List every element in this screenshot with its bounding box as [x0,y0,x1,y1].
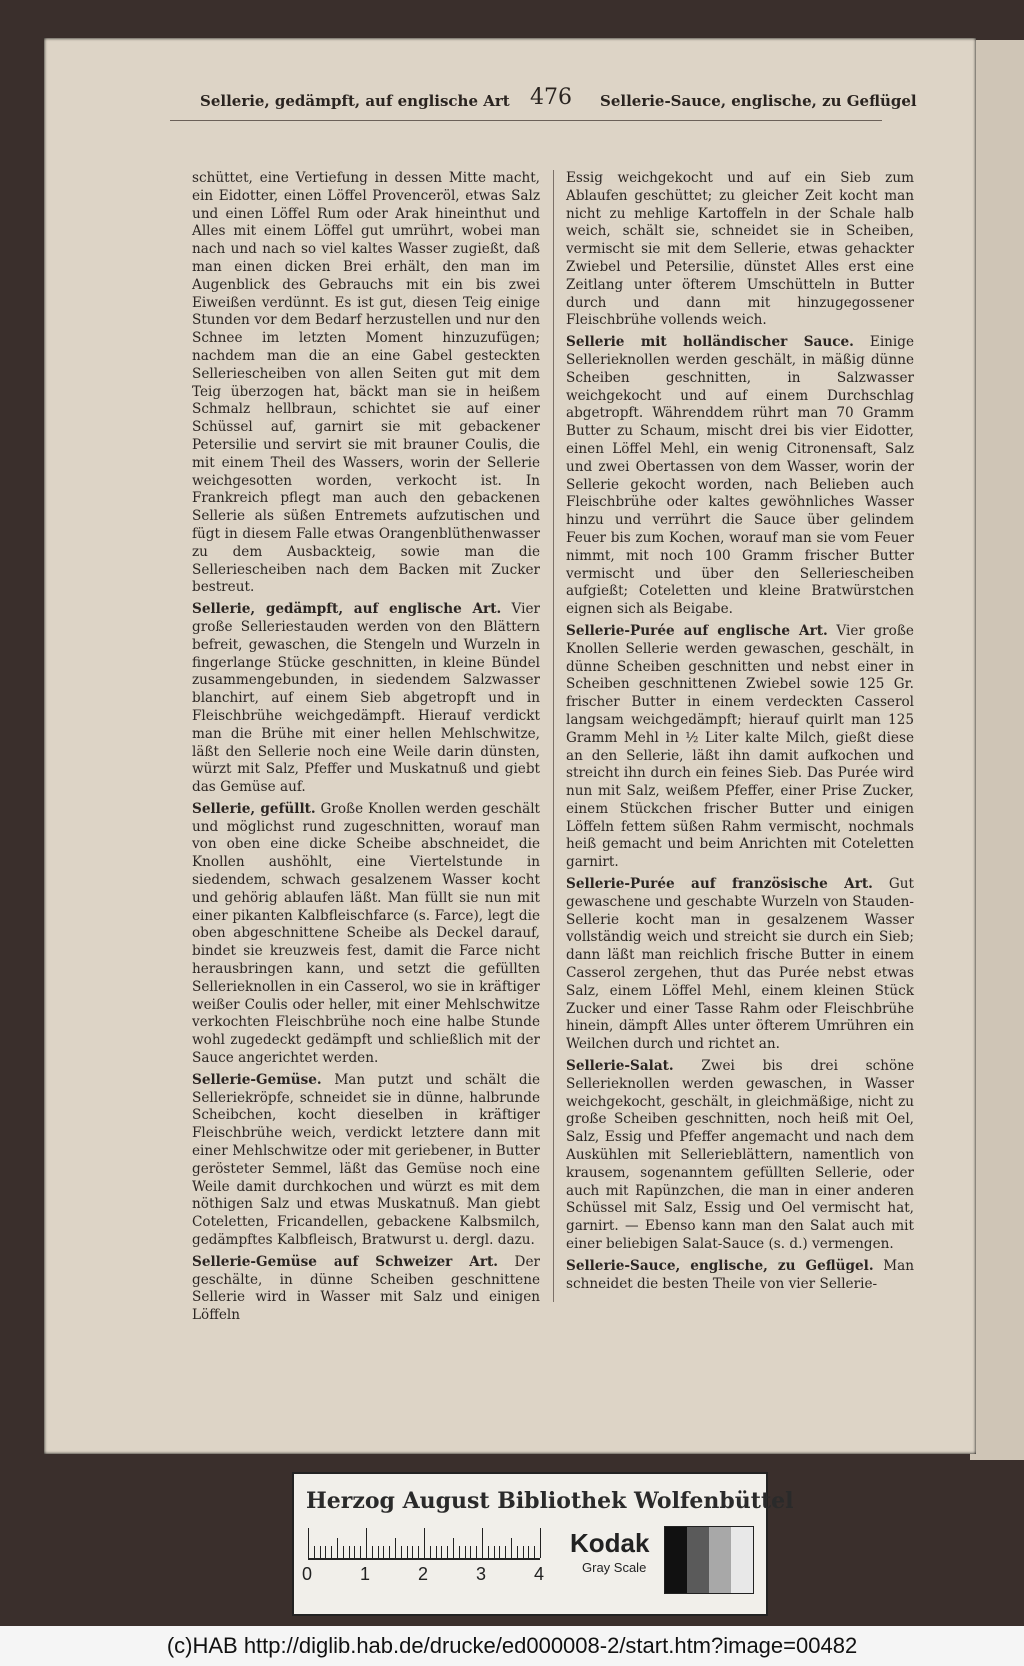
scale-number: 3 [476,1564,487,1584]
adjacent-page-edge [970,40,1024,1460]
ruler-tick [407,1546,408,1558]
paragraph [192,601,540,797]
copyright-footer: (c)HAB http://diglib.hab.de/drucke/ed000008-2/start.htm?image=00482 [0,1626,1024,1666]
scale-number: 0 [302,1564,313,1584]
color-target-card [292,1472,794,1616]
ruler-tick [349,1546,350,1558]
ruler-tick [517,1546,518,1558]
paragraph-text: Zwei bis drei schöne Sellerieknollen werden gewaschen, in Wasser weichgekocht, geschält, in gleichmäßige, nicht zu große Scheiben geschnitten, noch heiß mit Oel, Salz, Essig und Pfeffer angemacht und nach dem Auskühlen mit Sellerieblättern, namentlich von krausem, sogenanntem gefüllten Sellerie, oder auch mit Rapünzchen, die man in einer anderen Schüssel mit Salz, Essig und Oel vermischt hat, garnirt. — Ebenso kann man den Salat auch mit einer beliebigen Salat-Sauce (s. d.) vermengen. [566,1058,914,1253]
gray-scale-label: Gray Scale [582,1560,647,1575]
ruler-tick [395,1538,396,1558]
ruler-tick [378,1546,379,1558]
scale-ruler [308,1528,540,1560]
paragraph-text: Vier große Knollen Sellerie werden gewaschen, geschält, in dünne Scheiben geschnitten und nebst einer in Scheiben geschnittenen Zwiebel sowie 125 Gr. frischer Butter in einem verdeckten Casserol langsam weichgedämpft; hierauf quirlt man 125 Gramm Mehl in ½ Liter kalte Milch, gießt diese an den Sellerie, läßt ihn damit aufkochen und streicht ihn durch ein feines Sieb. Das Purée wird nun mit Salz, weißem Pfeffer, einer Prise Zucker, einem Stückchen frischer Butter und einigen Löffeln fettem süßen Rahm vermischt, nochmals heiß gemacht und beim Anrichten mit Coteletten garnirt. [566,622,914,871]
recipe-heading: Sellerie-Purée auf englische Art. [566,622,828,639]
running-header [170,82,917,122]
header-left-title: Sellerie, gedämpft, auf englische Art [200,92,510,110]
ruler-tick [494,1546,495,1558]
paragraph-text: Einige Sellerieknollen werden geschält, in mäßig dünne Scheiben geschnitten, in Salzwasser weichgekocht und auf einem Durchschlag abgetropft. Währenddem rührt man 70 Gramm Butter zu Schaum, mischt drei bis vier Eidotter, einen Löffel Mehl, ein wenig Citronensaft, Salz und zwei Obertassen von dem Wasser, worin der Sellerie gekocht worden, nach Belieben auch Fleischbrühe oder kaltes gewöhnliches Wasser hinzu und verrührt die Sauce über gelindem Feuer bis zum Kochen, worauf man sie vom Feuer nimmt, mit noch 100 Gramm frischer Butter vermischt und über den Selleriescheiben aufgießt; Coteletten und kleine Bratwürstchen eignen sich als Beigabe. [566,334,915,618]
recipe-heading: Sellerie-Purée auf französische Art. [566,876,873,893]
ruler-tick [488,1546,489,1558]
ruler-tick [511,1538,512,1558]
gray-swatch [687,1527,709,1593]
ruler-tick [534,1546,535,1558]
paragraph-text: Gut gewaschene und geschabte Wurzeln von Stauden-Sellerie kocht man in gesalzenem Wasser vollständig weich und streicht sie durch ein Sieb; dann läßt man reichlich frische Butter in einem Casserol zergehen, thut das Purée nebst etwas Salz, einem Löffel Mehl, einem kleinen Stück Zucker und einer Tasse Rahm oder Fleischbrühe hinein, dämpft Alles unter öfterem Umrühren ein Weilchen durch und richtet an. [566,876,914,1053]
ruler-tick [360,1546,361,1558]
paragraph-text: Man putzt und schält die Selleriekröpfe, schneidet sie in dünne, halbrunde Scheibchen, kocht dieselben in kräftiger Fleischbrühe weich, verdickt letztere dann mit einer Mehlschwitze oder mit geriebener, in Butter gerösteter Semmel, läßt das Gemüse noch eine Weile damit durchkochen und würzt es mit dem nöthigen Salz und etwas Muskatnuß. Man giebt Coteletten, Fricandellen, gebackene Kalbsmilch, gedämpftes Kalbfleisch, Bratwurst u. dergl. dazu. [192,1071,540,1249]
paragraph [566,1258,914,1294]
column-divider [553,170,554,1302]
ruler-tick [366,1528,367,1558]
ruler-tick [459,1546,460,1558]
recipe-heading: Sellerie, gedämpft, auf englische Art. [192,601,502,618]
recipe-heading: Sellerie-Sauce, englische, zu Geflügel. [566,1257,874,1274]
ruler-tick [325,1546,326,1558]
recipe-heading: Sellerie, gefüllt. [192,800,316,817]
right-column [566,170,914,1297]
recipe-heading: Sellerie-Gemüse. [192,1071,322,1088]
paragraph-text: Essig weichgekocht und auf ein Sieb zum Ablaufen geschüttet; zu gleicher Zeit kocht man nicht zu mehlige Kartoffeln in der Schale halb weich, schält sie, schneidet sie in Scheiben, vermischt sie mit dem Sellerie, etwas gehackter Zwiebel und Petersilie, dünstet Alles erst eine Zeitlang unter öfterem Umschütteln in Butter durch und dann mit hinzugegossener Fleischbrühe vollends weich. [566,170,914,329]
paragraph-text: schüttet, eine Vertiefung in dessen Mitte macht, ein Eidotter, einen Löffel Provenceröl, etwas Salz und einen Löffel Rum oder Arak hineinthut und Alles mit einem Löffel gut umrührt, wobei man nach und nach so viel kaltes Wasser zugießt, daß man einen dicken Brei erhält, den man im Augenblick des Gebrauchs mit ein bis zwei Eiweißen verdünnt. Es ist gut, diesen Teig einige Stunden vor dem Bedarf herzustellen und nur den Schnee im letzten Moment hinzuzufügen; nachdem man die an eine Gabel gesteckten Selleriescheiben von allen Seiten gut mit dem Teig überzogen hat, bäckt man sie in heißem Schmalz hellbraun, schichtet sie auf einer Schüssel auf, garnirt sie mit gebackener Petersilie und servirt sie mit brauner Coulis, die mit einem Theil des Wassers, worin der Sellerie weichgesotten worden, verkocht ist. In Frankreich pflegt man auch den gebackenen Sellerie als süßen Entremets aufzutischen und fügt in diesem Falle etwas Orangenblüthenwasser zu dem Ausbackteig, sowie man die Selleriescheiben nach dem Backen mit Zucker bestreut. [192,170,540,596]
ruler-tick [505,1546,506,1558]
paragraph [192,1072,540,1250]
page-number: 476 [530,85,572,110]
scale-number: 1 [360,1564,371,1584]
ruler-tick [465,1546,466,1558]
scale-number: 2 [418,1564,429,1584]
ruler-tick [476,1546,477,1558]
ruler-tick [412,1546,413,1558]
ruler-tick [354,1546,355,1558]
ruler-tick [308,1528,309,1558]
paragraph-text: Vier große Selleriestauden werden von den Blättern befreit, gewaschen, die Stengeln und Wurzeln in fingerlange Stücke geschnitten, in kleine Bündel zusammengebunden, in siedendem Salzwasser blanchirt, auf einem Sieb abgetropft und in Fleischbrühe weichgedämpft. Hierauf verdickt man die Brühe mit einer hellen Mehlschwitze, läßt den Sellerie noch eine Weile darin dünsten, würzt mit Salz, Pfeffer und Muskatnuß und giebt das Gemüse auf. [192,601,540,796]
paragraph-text: Große Knollen werden geschält und möglichst rund zugeschnitten, worauf man von oben eine dicke Scheibe abschneidet, die Knollen aushöhlt, eine Viertelstunde in siedendem, schwach gesalzenem Wasser kocht und gehörig ablaufen läßt. Man füllt sie nun mit einer pikanten Kalbfleischfarce (s. Farce), legt die oben abgeschnittene Scheibe als Deckel darauf, bindet sie kreuzweis fest, damit die Farce nicht herausbringen kann, und setzt die gefüllten Sellerieknollen in ein Casserol, wo sie in kräftiger weißer Coulis oder heller, mit einer Mehlschwitze verkochten Fleischbrühe noch eine halbe Stunde wohl zugedeckt gedämpft und schließlich mit der Sauce angerichtet werden. [192,800,540,1067]
library-name: Herzog August Bibliothek Wolfenbüttel [306,1488,794,1514]
kodak-logo: Kodak [570,1528,650,1558]
ruler-tick [447,1546,448,1558]
ruler-tick [372,1546,373,1558]
scale-number: 4 [534,1564,545,1584]
gray-swatch [665,1527,687,1593]
paragraph [566,876,914,1054]
header-right-title: Sellerie-Sauce, englische, zu Geflügel [600,92,917,110]
paragraph [566,170,914,330]
paragraph-text: Der geschälte, in dünne Scheiben geschnittene Sellerie wird in Wasser mit Salz und einigen Löffeln [192,1253,540,1324]
paragraph [192,170,540,597]
recipe-heading: Sellerie-Gemüse auf Schweizer Art. [192,1253,498,1270]
ruler-tick [441,1546,442,1558]
scale-numbers [302,1564,562,1590]
ruler-tick [331,1546,332,1558]
paragraph-text: Man schneidet die besten Theile von vier Sellerie- [566,1257,914,1292]
paragraph [192,1254,540,1325]
ruler-tick [383,1546,384,1558]
header-rule [170,120,882,121]
ruler-tick [523,1546,524,1558]
paragraph [192,801,540,1068]
ruler-tick [540,1528,541,1558]
ruler-tick [482,1528,483,1558]
ruler-tick [424,1528,425,1558]
ruler-tick [499,1546,500,1558]
gray-swatch [709,1527,731,1593]
left-column [192,170,540,1329]
paragraph [566,1058,914,1254]
ruler-tick [528,1546,529,1558]
gray-swatch [731,1527,753,1593]
ruler-tick [436,1546,437,1558]
ruler-tick [418,1546,419,1558]
ruler-tick [343,1546,344,1558]
ruler-tick [430,1546,431,1558]
paragraph [566,623,914,872]
ruler-tick [470,1546,471,1558]
recipe-heading: Sellerie mit holländischer Sauce. [566,334,854,351]
gray-swatches [664,1526,754,1594]
ruler-tick [337,1538,338,1558]
ruler-tick [314,1546,315,1558]
ruler-tick [401,1546,402,1558]
paragraph [566,334,914,619]
ruler-tick [389,1546,390,1558]
recipe-heading: Sellerie-Salat. [566,1058,674,1075]
ruler-tick [453,1538,454,1558]
ruler-tick [320,1546,321,1558]
